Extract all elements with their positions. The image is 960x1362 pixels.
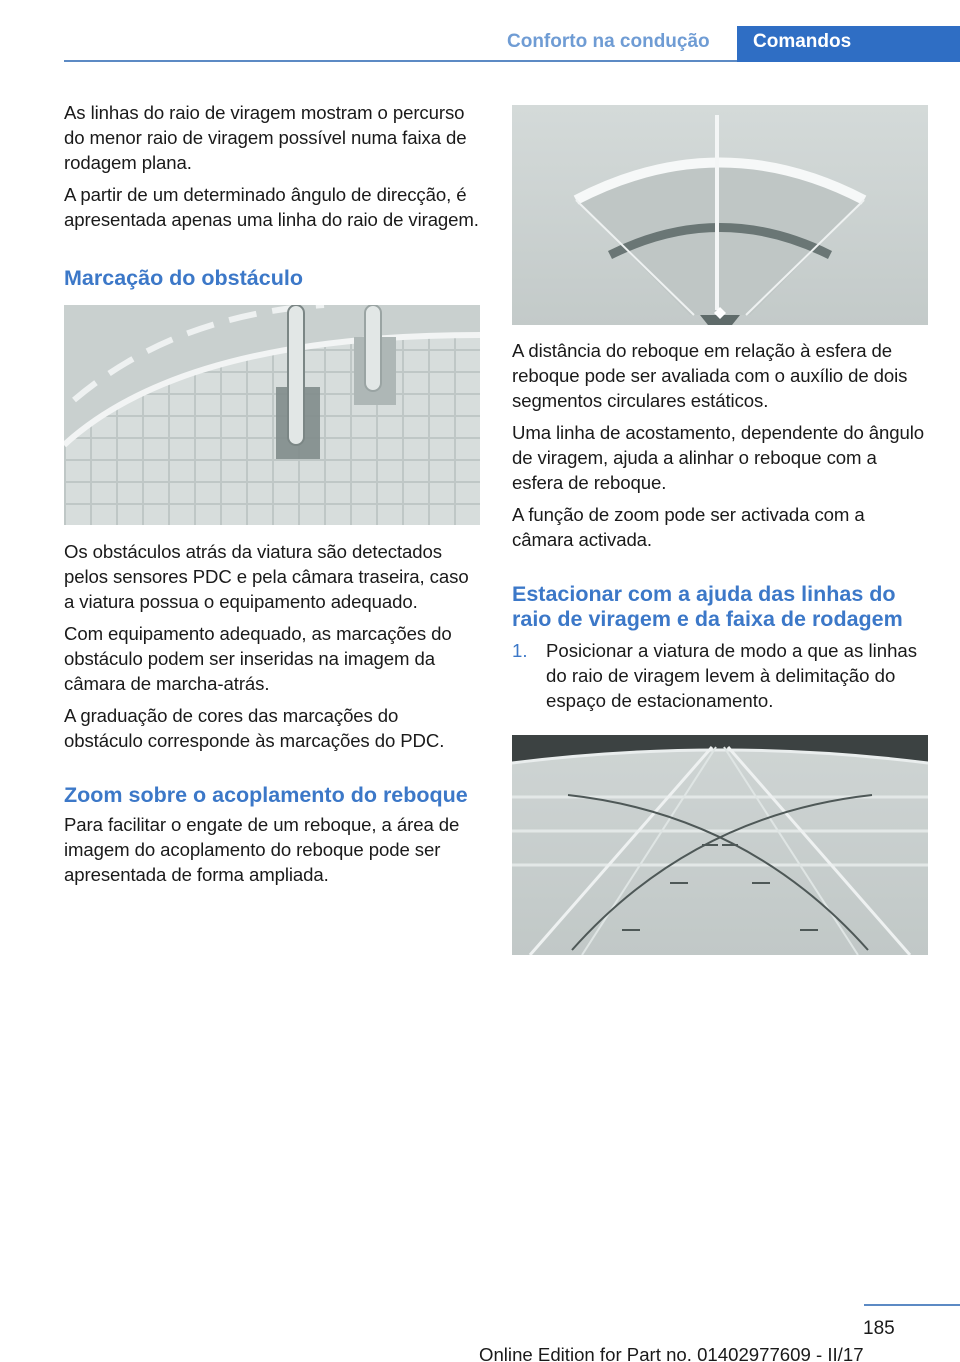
footer-rule [864, 1304, 960, 1306]
parking-lines-figure [512, 735, 928, 955]
zoom-function-paragraph: A função de zoom pode ser activada com a câmara activada. [512, 504, 865, 550]
step-1 [512, 638, 928, 713]
right-column [512, 338, 928, 955]
obstacle-markings-paragraph: Com equipamento adequado, as marcações do obstáculo podem ser inseridas na imagem da câmara de marcha-atrás. [64, 623, 452, 694]
color-gradation-paragraph: A graduação de cores das marcações do obstáculo corresponde às marcações do PDC. [64, 705, 445, 751]
step-text: Posicionar a viatura de modo a que as linhas do raio de viragem levem à delimitação do espaço de estacionamento. [546, 640, 918, 711]
hitch-zoom-paragraph: Para facilitar o engate de um reboque, a área de imagem do acoplamento do reboque pode ser apresentada de forma ampliada. [64, 814, 460, 885]
parking-lines-heading: Estacionar com a ajuda das linhas do raio de viragem e da faixa de rodagem [512, 582, 903, 631]
page-number: 185 [863, 1318, 895, 1339]
single-line-paragraph: A partir de um determinado ângulo de direcção, é apresentada apenas uma linha do raio de viragem. [64, 184, 479, 230]
step-number: 1. [512, 640, 528, 661]
edition-note: Online Edition for Part no. 01402977609 - II/17 [479, 1344, 864, 1362]
obstacle-detection-paragraph: Os obstáculos atrás da viatura são detectados pelos sensores PDC e pela câmara traseira, caso a viatura possua o equipamento adequado. [64, 541, 469, 612]
obstacle-marking-heading: Marcação do obstáculo [64, 266, 303, 290]
turning-lines-paragraph: As linhas do raio de viragem mostram o percurso do menor raio de viragem possível numa faixa de rodagem plana. [64, 102, 467, 173]
header-section-title: Conforto na condução [507, 31, 710, 52]
obstacle-marking-figure [64, 305, 480, 525]
left-column [64, 100, 480, 894]
docking-line-paragraph: Uma linha de acostamento, dependente do ângulo de viragem, ajuda a alinhar o reboque com a esfera de reboque. [512, 422, 924, 493]
hitch-zoom-heading: Zoom sobre o acoplamento do reboque [64, 783, 468, 807]
hitch-zoom-figure [512, 105, 928, 325]
trailer-distance-paragraph: A distância do reboque em relação à esfera de reboque pode ser avaliada com o auxílio de dois segmentos circulares estáticos. [512, 340, 908, 411]
header-chapter-label: Comandos [753, 31, 852, 52]
